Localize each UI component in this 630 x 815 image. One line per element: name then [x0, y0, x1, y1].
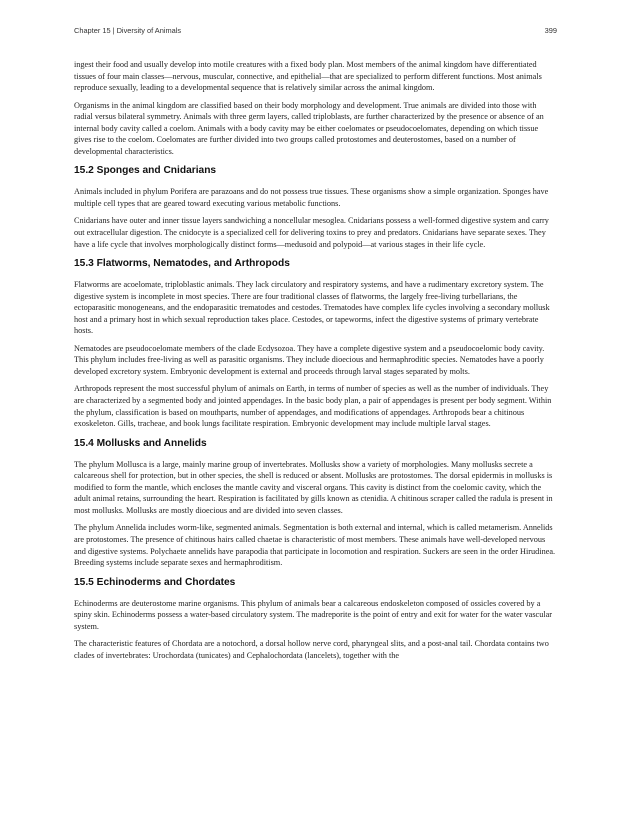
section-heading: 15.3 Flatworms, Nematodes, and Arthropods: [74, 258, 290, 270]
section-heading: 15.4 Mollusks and Annelids: [74, 437, 207, 449]
paragraph: Cnidarians have outer and inner tissue layers sandwiching a noncellular mesoglea. Cnidarians possess a well-formed digestive system and carry out extracellular digestion. The cnidocyte is a specialized cell for delivering toxins to prey and predators. Cnidarians have separate sexes. They have a life cycle that involves morphologically distinct forms—medusoid and polypoid—at various stages in their life cycle.: [74, 216, 549, 249]
section-heading: 15.2 Sponges and Cnidarians: [74, 165, 217, 177]
running-header: [74, 26, 557, 38]
section-heading: 15.5 Echinoderms and Chordates: [74, 576, 236, 588]
paragraph: Arthropods represent the most successful phylum of animals on Earth, in terms of number of species as well as the number of individuals. They are characterized by a segmented body and jointed appendages. In the basic body plan, a pair of appendages is present per body segment. Within the phylum, classification is based on mouthparts, number of appendages, and modifications of appendages. Arthropods bear a chitinous exoskeleton. Gills, tracheae, and book lungs facilitate respiration. Embryonic development may include multiple larval stages.: [74, 384, 552, 429]
paragraph: Flatworms are acoelomate, triploblastic animals. They lack circulatory and respiratory systems, and have a rudimentary excretory system. The digestive system is incomplete in most species. There are four traditional classes of flatworms, the largely free-living turbellarians, the ectoparasitic monogeneans, and the endoparasitic trematodes and cestodes. Trematodes have complex life cycles involving a secondary mollusk host and a primary host in which sexual reproduction takes place. Cestodes, or tapeworms, infect the digestive systems of primary vertebrate hosts.: [74, 280, 550, 336]
paragraph: The characteristic features of Chordata are a notochord, a dorsal hollow nerve cord, pharyngeal slits, and a post-anal tail. Chordata contains two clades of invertebrates: Urochordata (tunicates) and Cephalochordata (lancelets), together with the: [74, 639, 549, 660]
chapter-title: Chapter 15 | Diversity of Animals: [74, 26, 182, 35]
paragraph: Organisms in the animal kingdom are classified based on their body morphology and development. True animals are divided into those with radial versus bilateral symmetry. Animals with three germ layers, called triploblasts, are further characterized by the presence or absence of an internal body cavity called a coelom. Animals with a body cavity may be either coelomates or pseudocoelomates, depending on which tissue gives rise to the coelom. Coelomates are further divided into two groups called protostomes and deuterostomes, based on a number of developmental characteristics.: [74, 100, 544, 156]
page-number: 399: [544, 26, 557, 35]
paragraph: Echinoderms are deuterostome marine organisms. This phylum of animals bear a calcareous endoskeleton composed of ossicles covered by a spiny skin. Echinoderms possess a water-based circulatory system. The madreporite is the point of entry and exit for water for the water vascular system.: [74, 598, 553, 631]
paragraph: ingest their food and usually develop into motile creatures with a fixed body plan. Most members of the animal kingdom have differentiated tissues of four main classes—nervous, muscular, connective, and epithelial—that are specialized to perform different functions. Most animals reproduce sexually, leading to a developmental sequence that is relatively similar across the animal kingdom.: [74, 60, 542, 93]
document-body: [74, 59, 557, 667]
paragraph: Nematodes are pseudocoelomate members of the clade Ecdysozoa. They have a complete digestive system and a pseudocoelomic body cavity. This phylum includes free-living as well as parasitic organisms. They include dioecious and hermaphroditic species. Nematodes have a poorly developed excretory system. Embryonic development is external and proceeds through larval stages separated by molts.: [74, 343, 545, 376]
paragraph: The phylum Mollusca is a large, mainly marine group of invertebrates. Mollusks show a variety of morphologies. Many mollusks secrete a calcareous shell for protection, but in other species, the shell is reduced or absent. Mollusks are protostomes. The dorsal epidermis in mollusks is modified to form the mantle, which encloses the mantle cavity and visceral organs. This cavity is distinct from the coelomic cavity, which the adult animal retains, surrounding the heart. Respiration is facilitated by gills known as ctenidia. A chitinous scraper called the radula is present in most mollusks. Mollusks are mostly dioecious and are divided into seven classes.: [74, 459, 553, 515]
paragraph: Animals included in phylum Porifera are parazoans and do not possess true tissues. These organisms show a simple organization. Sponges have multiple cell types that are geared toward executing various metabolic functions.: [74, 187, 549, 208]
paragraph: The phylum Annelida includes worm-like, segmented animals. Segmentation is both external and internal, which is called metamerism. Annelids are protostomes. The presence of chitinous hairs called chaetae is characteristic of most members. These animals have well-developed nervous and digestive systems. Polychaete annelids have parapodia that participate in locomotion and respiration. Suckers are seen in the order Hirudinea. Breeding systems include separate sexes and hermaphroditism.: [74, 523, 556, 568]
